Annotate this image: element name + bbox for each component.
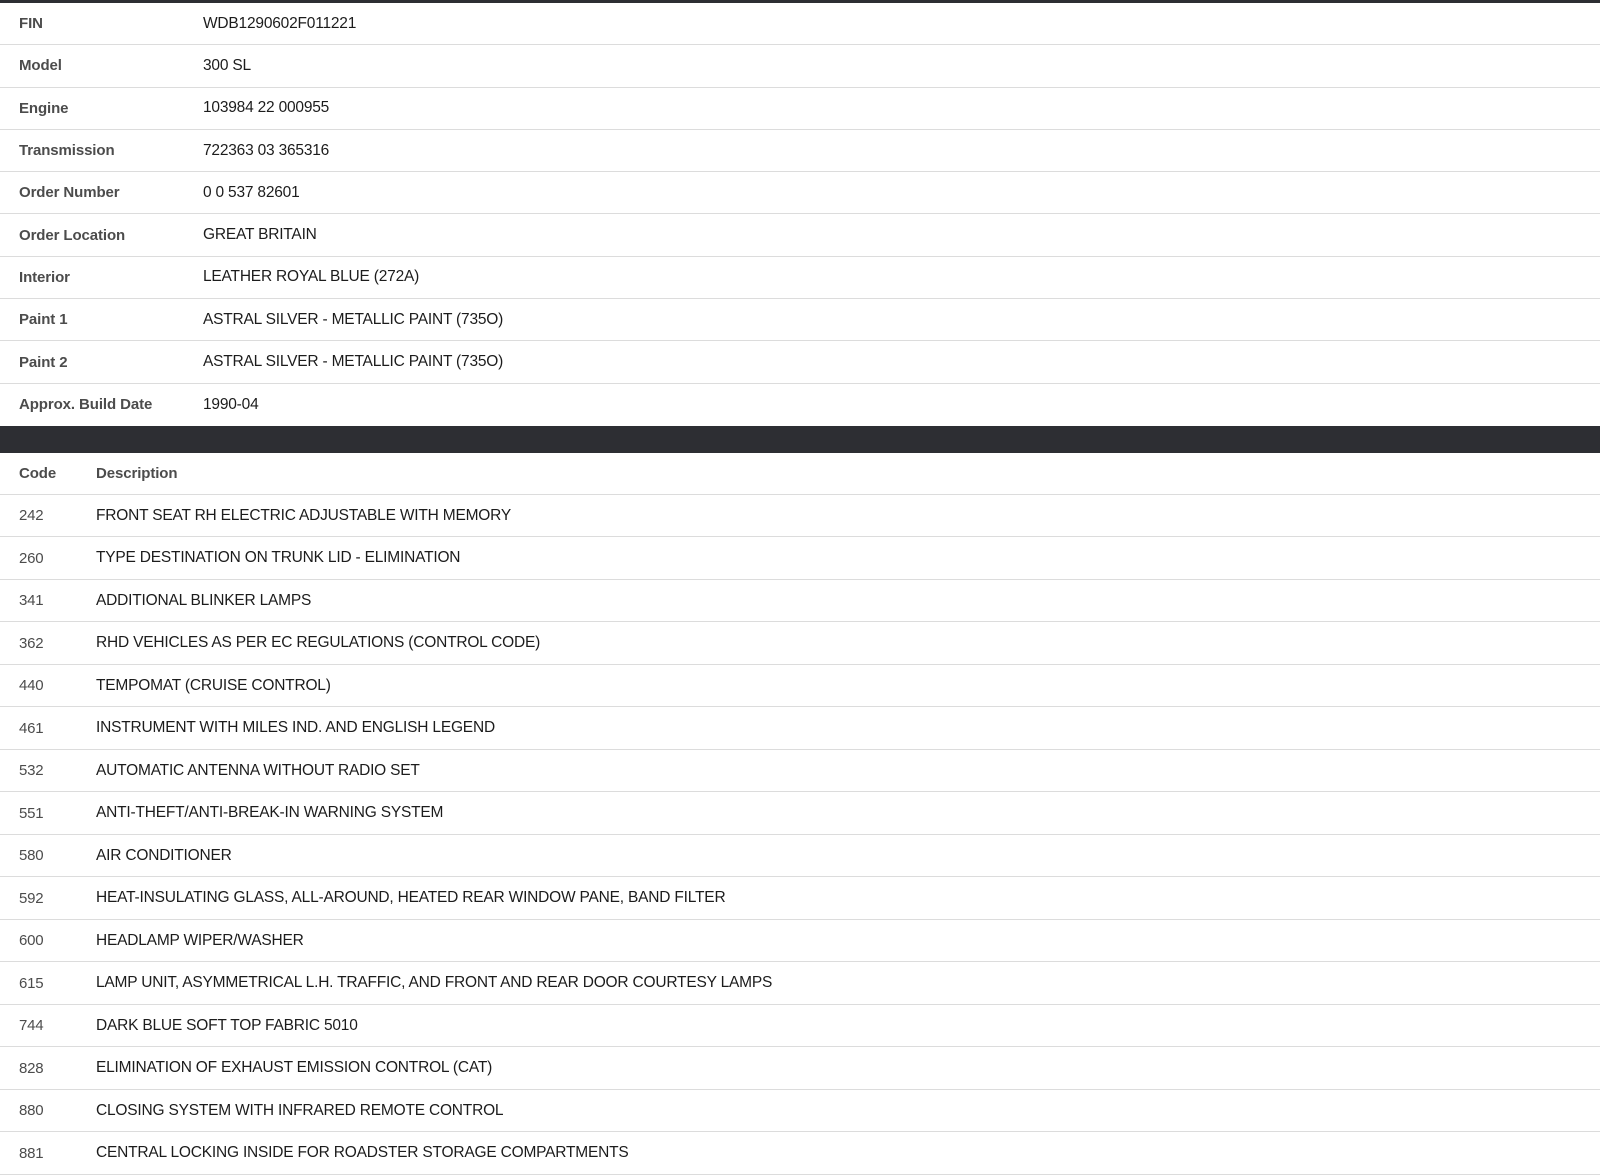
option-description: ELIMINATION OF EXHAUST EMISSION CONTROL (CAT)	[96, 1059, 493, 1077]
vehicle-info-value: 103984 22 000955	[203, 99, 330, 117]
vehicle-info-row	[0, 172, 1600, 214]
option-row	[0, 622, 1600, 665]
option-description: DARK BLUE SOFT TOP FABRIC 5010	[96, 1016, 358, 1034]
option-row	[0, 707, 1600, 750]
vehicle-info-label: Order Number	[19, 184, 120, 202]
option-description: LAMP UNIT, ASYMMETRICAL L.H. TRAFFIC, AND FRONT AND REAR DOOR COURTESY LAMPS	[96, 974, 773, 992]
option-code: 615	[19, 974, 44, 992]
option-row	[0, 792, 1600, 835]
option-description: RHD VEHICLES AS PER EC REGULATIONS (CONTROL CODE)	[96, 634, 541, 652]
vehicle-info-value: 300 SL	[203, 56, 251, 74]
option-description: INSTRUMENT WITH MILES IND. AND ENGLISH LEGEND	[96, 719, 495, 737]
option-code: 242	[19, 507, 44, 525]
option-description: TYPE DESTINATION ON TRUNK LID - ELIMINATION	[96, 549, 461, 567]
vehicle-info-label: Transmission	[19, 142, 115, 160]
vehicle-info-row	[0, 45, 1600, 87]
option-code: 881	[19, 1144, 44, 1162]
option-description: AUTOMATIC ANTENNA WITHOUT RADIO SET	[96, 761, 420, 779]
vehicle-info-label: Paint 2	[19, 353, 68, 371]
option-row	[0, 1090, 1600, 1133]
vehicle-info-row	[0, 130, 1600, 172]
option-code: 461	[19, 719, 44, 737]
vehicle-info-row	[0, 3, 1600, 45]
option-row	[0, 1132, 1600, 1175]
vehicle-info-label: FIN	[19, 15, 43, 33]
vehicle-info-row	[0, 214, 1600, 256]
vehicle-info-row	[0, 88, 1600, 130]
option-row	[0, 1005, 1600, 1048]
option-code: 880	[19, 1102, 44, 1120]
option-row	[0, 580, 1600, 623]
option-code: 260	[19, 549, 44, 567]
option-row	[0, 495, 1600, 538]
vehicle-info-row	[0, 384, 1600, 426]
vehicle-info-value: 722363 03 365316	[203, 141, 330, 159]
option-description: CLOSING SYSTEM WITH INFRARED REMOTE CONTROL	[96, 1101, 504, 1119]
option-codes-table	[0, 453, 1600, 1175]
option-code: 551	[19, 804, 44, 822]
option-description: AIR CONDITIONER	[96, 846, 232, 864]
option-row	[0, 877, 1600, 920]
option-code: 532	[19, 762, 44, 780]
description-column-header: Description	[96, 464, 178, 482]
vehicle-info-label: Engine	[19, 99, 69, 117]
vehicle-info-value: LEATHER ROYAL BLUE (272A)	[203, 268, 420, 286]
vehicle-info-value: WDB1290602F011221	[203, 14, 357, 32]
option-row	[0, 665, 1600, 708]
option-description: HEAT-INSULATING GLASS, ALL-AROUND, HEATED REAR WINDOW PANE, BAND FILTER	[96, 889, 726, 907]
vehicle-info-label: Approx. Build Date	[19, 396, 153, 414]
vehicle-info-label: Model	[19, 57, 62, 75]
option-row	[0, 1047, 1600, 1090]
option-row	[0, 537, 1600, 580]
option-code: 341	[19, 592, 44, 610]
options-rows-container	[0, 495, 1600, 1175]
option-code: 600	[19, 932, 44, 950]
section-divider-bar	[0, 426, 1600, 453]
vehicle-info-label: Paint 1	[19, 311, 68, 329]
option-row	[0, 835, 1600, 878]
vehicle-info-value: GREAT BRITAIN	[203, 226, 317, 244]
option-row	[0, 920, 1600, 963]
option-description: CENTRAL LOCKING INSIDE FOR ROADSTER STORAGE COMPARTMENTS	[96, 1144, 629, 1162]
option-description: FRONT SEAT RH ELECTRIC ADJUSTABLE WITH MEMORY	[96, 506, 512, 524]
vehicle-info-row	[0, 299, 1600, 341]
vehicle-info-value: ASTRAL SILVER - METALLIC PAINT (735O)	[203, 310, 504, 328]
option-code: 580	[19, 847, 44, 865]
vehicle-info-label: Order Location	[19, 226, 126, 244]
options-header-row	[0, 453, 1600, 495]
vehicle-info-table	[0, 3, 1600, 426]
option-description: ADDITIONAL BLINKER LAMPS	[96, 591, 312, 609]
option-code: 362	[19, 634, 44, 652]
vehicle-info-label: Interior	[19, 268, 70, 286]
option-code: 744	[19, 1017, 44, 1035]
vehicle-info-value: 0 0 537 82601	[203, 183, 300, 201]
option-description: HEADLAMP WIPER/WASHER	[96, 931, 304, 949]
option-row	[0, 750, 1600, 793]
vehicle-info-value: 1990-04	[203, 395, 259, 413]
vehicle-info-row	[0, 257, 1600, 299]
vehicle-info-value: ASTRAL SILVER - METALLIC PAINT (735O)	[203, 353, 504, 371]
code-column-header: Code	[19, 464, 57, 482]
vehicle-info-row	[0, 341, 1600, 383]
option-description: TEMPOMAT (CRUISE CONTROL)	[96, 676, 331, 694]
option-code: 592	[19, 889, 44, 907]
option-description: ANTI-THEFT/ANTI-BREAK-IN WARNING SYSTEM	[96, 804, 444, 822]
option-code: 440	[19, 677, 44, 695]
option-row	[0, 962, 1600, 1005]
option-code: 828	[19, 1059, 44, 1077]
